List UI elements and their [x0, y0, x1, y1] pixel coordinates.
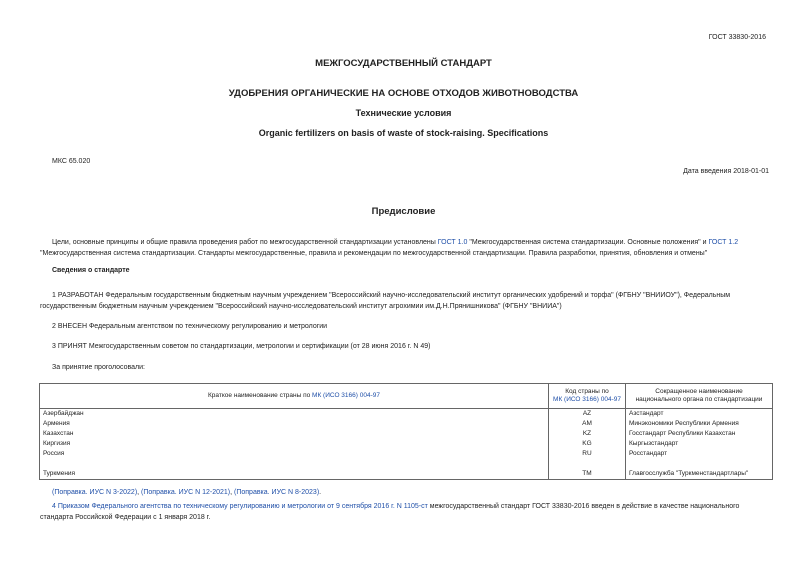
mks-code: МКС 65.020: [52, 158, 91, 165]
amendment-separator: ,: [230, 489, 234, 496]
country-cell: Казахстан: [40, 429, 549, 439]
code-cell: AM: [549, 419, 626, 429]
country-cell: [40, 459, 549, 469]
column-header-country: [40, 384, 549, 409]
country-cell: Азербайджан: [40, 409, 549, 420]
amendment-end: .: [319, 489, 322, 496]
column-header-body-text: Сокращенное наименование: [655, 388, 743, 395]
standard-type-heading: МЕЖГОСУДАРСТВЕННЫЙ СТАНДАРТ: [315, 58, 492, 69]
amendments-line: [52, 487, 321, 498]
adopted-by-paragraph: 3 ПРИНЯТ Межгосударственным советом по стандартизации, метрологии и сертификации (от 28 июня 2016 г. N 49): [52, 343, 431, 350]
code-cell: TM: [549, 469, 626, 480]
developed-by-paragraph: [40, 290, 772, 312]
body-cell: [626, 459, 773, 469]
amendment-link[interactable]: (Поправка. ИУС N 3-2022): [52, 489, 138, 496]
amendment-link[interactable]: (Поправка. ИУС N 12-2021): [141, 489, 231, 496]
standard-info-heading: Сведения о стандарте: [52, 267, 130, 274]
country-cell: Киргизия: [40, 439, 549, 449]
code-cell: AZ: [549, 409, 626, 420]
table-row: [40, 459, 773, 469]
gost-1-2-link[interactable]: ГОСТ 1.2: [708, 239, 739, 246]
document-title: УДОБРЕНИЯ ОРГАНИЧЕСКИЕ НА ОСНОВЕ ОТХОДОВ ЖИВОТНОВОДСТВА: [228, 88, 579, 99]
preface-text-c: "Межгосударственная система стандартизации. Стандарты межгосударственные, правила и рекомендации по межгосударственной стандартизации. Правила разработки, принятия, обновления и отмены": [40, 250, 708, 257]
country-cell: Россия: [40, 449, 549, 459]
body-cell: Азстандарт: [626, 409, 773, 420]
preface-text-b: "Межгосударственная система стандартизации. Основные положения" и: [467, 239, 709, 246]
column-header-code: [549, 384, 626, 409]
table-row: [40, 429, 773, 439]
amendment-separator: ,: [137, 489, 142, 496]
mk-iso-3166-code-link[interactable]: МК (ИСО 3166) 004-97: [553, 396, 621, 403]
code-cell: KZ: [549, 429, 626, 439]
code-cell: KG: [549, 439, 626, 449]
document-subtitle: Технические условия: [355, 108, 452, 118]
table-row: [40, 469, 773, 480]
body-cell: Минэкономики Республики Армения: [626, 419, 773, 429]
voted-label: За принятие проголосовали:: [52, 364, 145, 371]
body-cell: Росстандарт: [626, 449, 773, 459]
table-row: [40, 409, 773, 420]
amendment-link[interactable]: (Поправка. ИУС N 8-2023): [234, 489, 320, 496]
document-code: ГОСТ 33830-2016: [708, 34, 766, 41]
gost-1-0-link[interactable]: ГОСТ 1.0: [437, 239, 468, 246]
preface-heading: Предисловие: [371, 206, 436, 217]
column-header-body: [626, 384, 773, 409]
preface-text-a: Цели, основные принципы и общие правила проведения работ по межгосударственной стандартизации установлены: [52, 239, 438, 246]
enactment-text: межгосударственный стандарт ГОСТ 33830-2016 введен в действие в качестве национального стандарта Российской Федерации с 1 января 2018 г.: [40, 503, 740, 521]
document-title-english: Organic fertilizers on basis of waste of stock-raising. Specifications: [258, 128, 549, 138]
body-cell: Госстандарт Республики Казахстан: [626, 429, 773, 439]
order-link[interactable]: 4 Приказом Федерального агентства по техническому регулированию и метрологии от 9 сентября 2016 г. N 1105-ст: [52, 503, 428, 510]
table-row: [40, 419, 773, 429]
table-header-row: [40, 384, 773, 409]
column-header-body-text-2: национального органа по стандартизации: [635, 396, 763, 403]
code-cell: [549, 459, 626, 469]
country-cell: Армения: [40, 419, 549, 429]
developed-by-text: 1 РАЗРАБОТАН Федеральным государственным бюджетным научным учреждением "Всероссийский научно-исследовательский институт органических удобрений и торфа" (ФГБНУ "ВНИИОУ"), Федеральным государственным бюджетным научным учреждением "Всероссийский научно-исследовательский институт агрохимии им.Д.Н.Прянишникова" (ФГБНУ "ВНИИА"): [40, 292, 731, 310]
submitted-by-paragraph: 2 ВНЕСЕН Федеральным агентством по техническому регулированию и метрологии: [52, 323, 328, 330]
table-row: [40, 449, 773, 459]
voting-countries-table: [39, 383, 773, 480]
body-cell: Главгосслужба "Туркменстандартлары": [626, 469, 773, 480]
column-header-code-text: Код страны по: [565, 388, 609, 395]
introduction-date: Дата введения 2018-01-01: [683, 168, 769, 175]
country-cell: Туркмения: [40, 469, 549, 480]
body-cell: Кыргызстандарт: [626, 439, 773, 449]
preface-paragraph: [40, 237, 772, 259]
table-row: [40, 439, 773, 449]
mk-iso-3166-link[interactable]: МК (ИСО 3166) 004-97: [312, 392, 380, 399]
column-header-country-text: Краткое наименование страны по: [208, 392, 313, 399]
code-cell: RU: [549, 449, 626, 459]
enactment-paragraph: [40, 501, 772, 523]
